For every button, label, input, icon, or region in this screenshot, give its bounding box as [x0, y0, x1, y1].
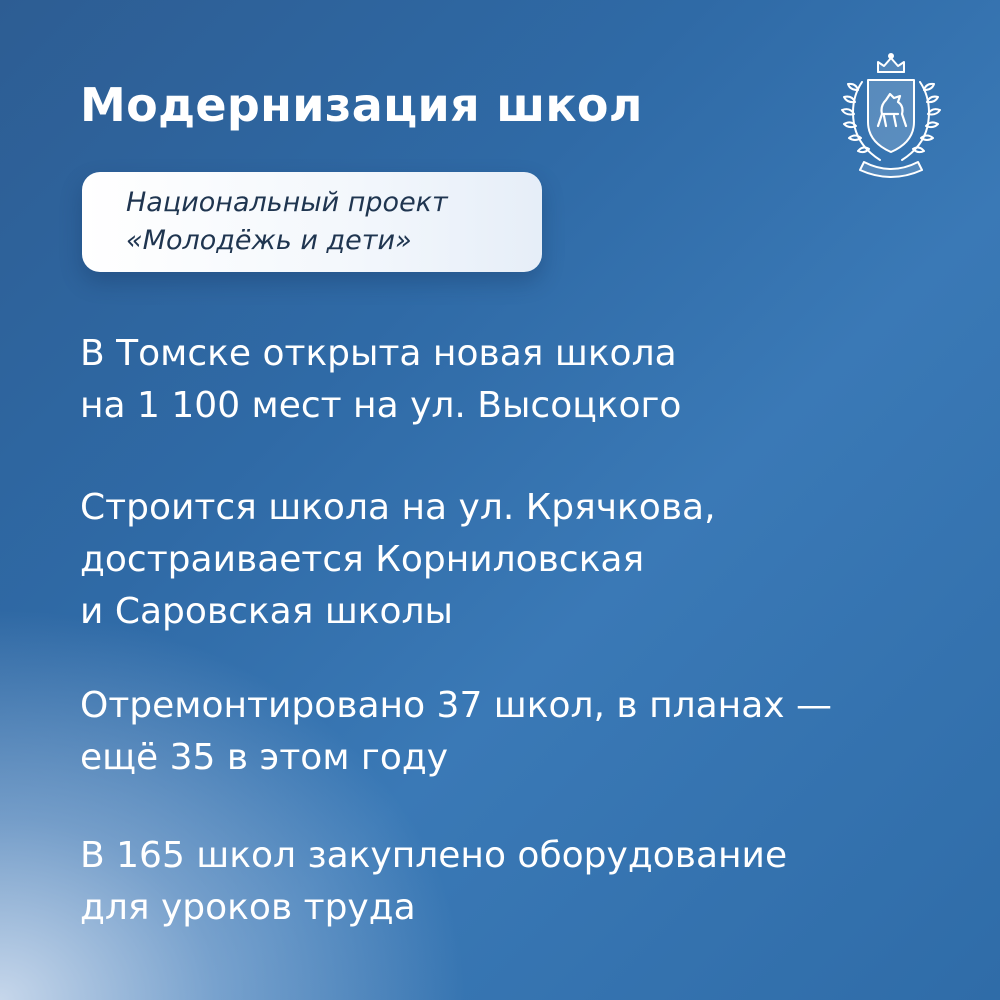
- tomsk-region-coat-of-arms-icon: [824, 50, 958, 184]
- paragraph-equipment: [80, 830, 787, 934]
- page-title: Модернизация школ: [80, 78, 643, 132]
- paragraph-line: Отремонтировано 37 школ, в планах —: [80, 685, 833, 726]
- project-badge: [82, 172, 542, 272]
- paragraph-line: и Саровская школы: [80, 591, 453, 632]
- paragraph-line: В 165 школ закуплено оборудование: [80, 835, 788, 876]
- paragraph-line: Строится школа на ул. Крячкова,: [80, 487, 716, 528]
- badge-line-2: «Молодёжь и дети»: [126, 225, 412, 256]
- paragraph-line: на 1 100 мест на ул. Высоцкого: [80, 385, 682, 426]
- badge-line-1: Национальный проект: [126, 187, 448, 218]
- paragraph-construction: [80, 482, 716, 638]
- paragraph-new-school: [80, 328, 681, 432]
- paragraph-line: для уроков труда: [80, 887, 416, 928]
- paragraph-line: В Томске открыта новая школа: [80, 333, 677, 374]
- paragraph-line: достраивается Корниловская: [80, 539, 645, 580]
- paragraph-repairs: [80, 680, 832, 784]
- paragraph-line: ещё 35 в этом году: [80, 737, 449, 778]
